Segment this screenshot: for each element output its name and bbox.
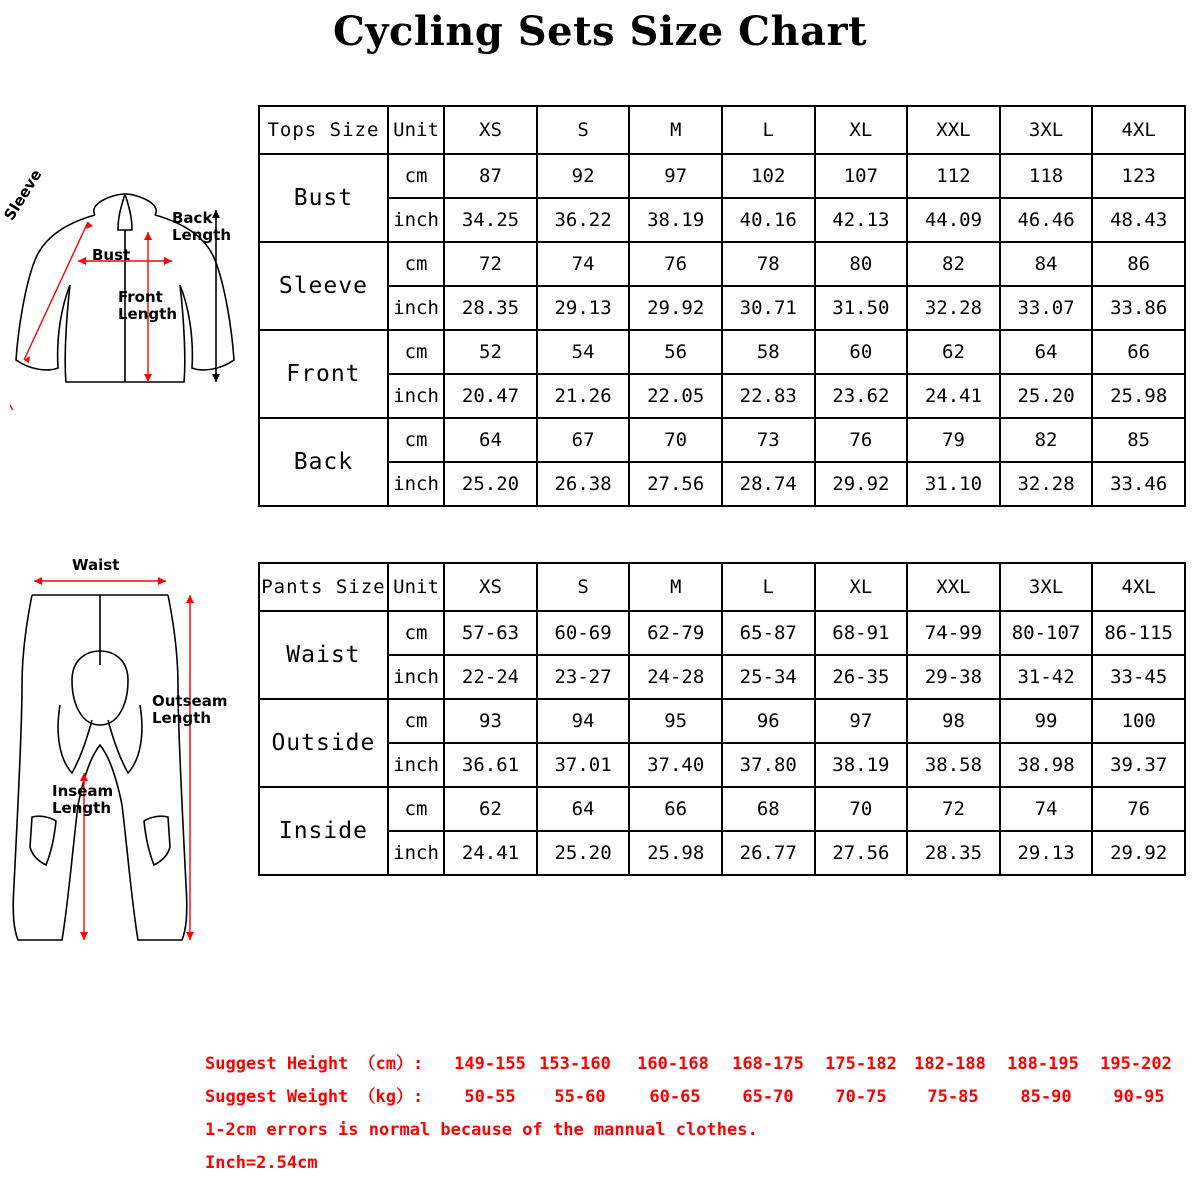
height-value: 175-182 [825,1054,897,1074]
pants-value-cell: 37.40 [629,743,722,787]
tops-value-cell: 64 [1000,330,1093,374]
pants-header-cell: L [722,563,815,611]
tops-value-cell: 80 [815,242,908,286]
tops-value-cell: 97 [629,154,722,198]
tops-unit-cell: cm [388,418,444,462]
tops-value-cell: 25.20 [444,462,537,506]
tops-value-cell: 64 [444,418,537,462]
tops-value-cell: 67 [537,418,630,462]
height-value: 168-175 [732,1054,804,1074]
tops-header-cell: 3XL [1000,106,1093,154]
tops-value-cell: 32.28 [907,286,1000,330]
pants-value-cell: 65-87 [722,611,815,655]
table-row [259,611,1185,655]
height-value: 182-188 [914,1054,986,1074]
pants-unit-cell: cm [388,611,444,655]
tops-value-cell: 29.13 [537,286,630,330]
pants-value-cell: 22-24 [444,655,537,699]
tops-value-cell: 21.26 [537,374,630,418]
pants-value-cell: 70 [815,787,908,831]
weight-value: 55-60 [554,1087,606,1107]
pants-diagram-svg [0,555,250,975]
tops-row-label: Front [259,330,388,418]
tops-header-cell: L [722,106,815,154]
table-row [259,699,1185,743]
tops-value-cell: 29.92 [815,462,908,506]
tops-value-cell: 74 [537,242,630,286]
error-note-row [0,1114,1200,1147]
tops-value-cell: 28.74 [722,462,815,506]
tops-value-cell: 85 [1092,418,1185,462]
tops-value-cell: 33.46 [1092,462,1185,506]
tops-value-cell: 73 [722,418,815,462]
tops-value-cell: 20.47 [444,374,537,418]
tops-unit-cell: inch [388,462,444,506]
tops-header-cell: XS [444,106,537,154]
pants-value-cell: 24.41 [444,831,537,875]
tops-value-cell: 25.98 [1092,374,1185,418]
table-row [259,743,1185,787]
tops-value-cell: 56 [629,330,722,374]
pants-value-cell: 74 [1000,787,1093,831]
pants-header-cell: M [629,563,722,611]
tops-value-cell: 26.38 [537,462,630,506]
footer-notes [0,1048,1200,1180]
pants-value-cell: 26.77 [722,831,815,875]
pants-value-cell: 94 [537,699,630,743]
tops-figure [0,160,250,410]
tops-header-cell: S [537,106,630,154]
tops-header-cell: Unit [388,106,444,154]
table-row [259,563,1185,611]
pants-header-cell: Unit [388,563,444,611]
pants-value-cell: 98 [907,699,1000,743]
pants-size-table [258,562,1186,876]
pants-value-cell: 23-27 [537,655,630,699]
pants-value-cell: 76 [1092,787,1185,831]
tops-unit-cell: cm [388,330,444,374]
pants-value-cell: 93 [444,699,537,743]
pants-value-cell: 36.61 [444,743,537,787]
tops-size-table [258,105,1186,507]
weight-value: 50-55 [464,1087,516,1107]
tops-value-cell: 46.46 [1000,198,1093,242]
tops-value-cell: 79 [907,418,1000,462]
pants-value-cell: 33-45 [1092,655,1185,699]
pants-value-cell: 80-107 [1000,611,1093,655]
pants-header-cell: XXL [907,563,1000,611]
pants-value-cell: 95 [629,699,722,743]
pants-value-cell: 62 [444,787,537,831]
tops-value-cell: 42.13 [815,198,908,242]
label-sleeve: Sleeve [0,166,46,224]
pants-value-cell: 68 [722,787,815,831]
tops-header-cell: XXL [907,106,1000,154]
tops-header-cell: M [629,106,722,154]
tops-value-cell: 86 [1092,242,1185,286]
table-row [259,418,1185,462]
pants-row-label: Waist [259,611,388,699]
pants-value-cell: 25.98 [629,831,722,875]
pants-unit-cell: inch [388,831,444,875]
tops-unit-cell: inch [388,374,444,418]
page-title: Cycling Sets Size Chart [332,8,868,55]
tops-value-cell: 82 [907,242,1000,286]
table-row [259,374,1185,418]
tops-unit-cell: inch [388,198,444,242]
tops-value-cell: 72 [444,242,537,286]
tops-unit-cell: cm [388,242,444,286]
label-outseam-length: Outseam Length [152,692,228,727]
tops-value-cell: 84 [1000,242,1093,286]
pants-value-cell: 57-63 [444,611,537,655]
pants-header-cell: XL [815,563,908,611]
tops-value-cell: 32.28 [1000,462,1093,506]
tops-value-cell: 22.05 [629,374,722,418]
tops-value-cell: 25.20 [1000,374,1093,418]
pants-value-cell: 60-69 [537,611,630,655]
conversion-note-row [0,1147,1200,1180]
pants-value-cell: 38.98 [1000,743,1093,787]
tops-value-cell: 48.43 [1092,198,1185,242]
pants-value-cell: 37.80 [722,743,815,787]
tops-value-cell: 66 [1092,330,1185,374]
tops-value-cell: 54 [537,330,630,374]
tops-value-cell: 24.41 [907,374,1000,418]
tops-value-cell: 62 [907,330,1000,374]
table-row [259,831,1185,875]
height-value: 153-160 [539,1054,611,1074]
pants-header-cell: 3XL [1000,563,1093,611]
tops-value-cell: 23.62 [815,374,908,418]
table-row [259,198,1185,242]
tops-value-cell: 44.09 [907,198,1000,242]
tops-value-cell: 33.07 [1000,286,1093,330]
pants-row-label: Outside [259,699,388,787]
tops-value-cell: 28.35 [444,286,537,330]
table-row [259,655,1185,699]
tops-value-cell: 123 [1092,154,1185,198]
tops-value-cell: 92 [537,154,630,198]
tops-row-label: Back [259,418,388,506]
pants-unit-cell: cm [388,699,444,743]
height-value: 195-202 [1100,1054,1172,1074]
tops-value-cell: 107 [815,154,908,198]
pants-value-cell: 31-42 [1000,655,1093,699]
tops-value-cell: 78 [722,242,815,286]
tops-header-cell: XL [815,106,908,154]
pants-value-cell: 38.19 [815,743,908,787]
pants-header-cell: Pants Size [259,563,388,611]
tops-value-cell: 87 [444,154,537,198]
tops-value-cell: 38.19 [629,198,722,242]
label-back-length: Back Length [172,209,231,244]
pants-value-cell: 68-91 [815,611,908,655]
pants-value-cell: 39.37 [1092,743,1185,787]
table-row [259,787,1185,831]
pants-value-cell: 99 [1000,699,1093,743]
pants-value-cell: 62-79 [629,611,722,655]
suggest-weight-label: Suggest Weight （kg）: [205,1087,424,1107]
tops-header-cell: Tops Size [259,106,388,154]
tops-value-cell: 27.56 [629,462,722,506]
tops-value-cell: 76 [815,418,908,462]
label-waist: Waist [72,556,120,574]
pants-value-cell: 96 [722,699,815,743]
height-value: 188-195 [1007,1054,1079,1074]
pants-value-cell: 29.13 [1000,831,1093,875]
tops-value-cell: 118 [1000,154,1093,198]
table-row [259,330,1185,374]
pants-value-cell: 86-115 [1092,611,1185,655]
tops-value-cell: 52 [444,330,537,374]
table-row [259,106,1185,154]
suggest-height-row [0,1048,1200,1081]
pants-value-cell: 66 [629,787,722,831]
height-value: 149-155 [454,1054,526,1074]
weight-value: 90-95 [1113,1087,1165,1107]
weight-value: 85-90 [1020,1087,1072,1107]
pants-value-cell: 25.20 [537,831,630,875]
label-inseam-length: Inseam Length [52,782,114,817]
pants-value-cell: 97 [815,699,908,743]
suggest-height-label: Suggest Height （cm）: [205,1054,424,1074]
tops-value-cell: 30.71 [722,286,815,330]
error-note-text: 1-2cm errors is normal because of the mannual clothes. [205,1120,758,1140]
pants-value-cell: 29-38 [907,655,1000,699]
pants-value-cell: 74-99 [907,611,1000,655]
weight-value: 75-85 [927,1087,979,1107]
tops-value-cell: 31.10 [907,462,1000,506]
tops-value-cell: 102 [722,154,815,198]
pants-value-cell: 27.56 [815,831,908,875]
tops-value-cell: 36.22 [537,198,630,242]
pants-value-cell: 25-34 [722,655,815,699]
pants-value-cell: 72 [907,787,1000,831]
label-bust: Bust [92,246,131,264]
pants-unit-cell: cm [388,787,444,831]
pants-value-cell: 37.01 [537,743,630,787]
pants-value-cell: 64 [537,787,630,831]
weight-value: 60-65 [649,1087,701,1107]
tops-unit-cell: cm [388,154,444,198]
pants-value-cell: 26-35 [815,655,908,699]
pants-value-cell: 29.92 [1092,831,1185,875]
pants-value-cell: 28.35 [907,831,1000,875]
tops-value-cell: 112 [907,154,1000,198]
tops-unit-cell: inch [388,286,444,330]
pants-value-cell: 24-28 [629,655,722,699]
label-front-length: Front Length [118,288,177,323]
tops-value-cell: 76 [629,242,722,286]
tops-value-cell: 70 [629,418,722,462]
tops-value-cell: 29.92 [629,286,722,330]
height-value: 160-168 [637,1054,709,1074]
tops-value-cell: 31.50 [815,286,908,330]
tops-row-label: Bust [259,154,388,242]
tops-value-cell: 40.16 [722,198,815,242]
pants-unit-cell: inch [388,655,444,699]
tops-value-cell: 60 [815,330,908,374]
weight-value: 70-75 [835,1087,887,1107]
pants-unit-cell: inch [388,743,444,787]
pants-header-cell: S [537,563,630,611]
table-row [259,154,1185,198]
table-row [259,462,1185,506]
tops-value-cell: 22.83 [722,374,815,418]
pants-header-cell: 4XL [1092,563,1185,611]
tops-header-cell: 4XL [1092,106,1185,154]
tops-value-cell: 58 [722,330,815,374]
pants-value-cell: 38.58 [907,743,1000,787]
pants-row-label: Inside [259,787,388,875]
pants-figure [0,555,250,975]
tops-value-cell: 82 [1000,418,1093,462]
suggest-weight-row [0,1081,1200,1114]
tops-diagram-svg [0,160,250,410]
weight-value: 65-70 [742,1087,794,1107]
pants-header-cell: XS [444,563,537,611]
conversion-note-text: Inch=2.54cm [205,1153,318,1173]
tops-row-label: Sleeve [259,242,388,330]
tops-value-cell: 33.86 [1092,286,1185,330]
pants-value-cell: 100 [1092,699,1185,743]
table-row [259,286,1185,330]
tops-value-cell: 34.25 [444,198,537,242]
table-row [259,242,1185,286]
